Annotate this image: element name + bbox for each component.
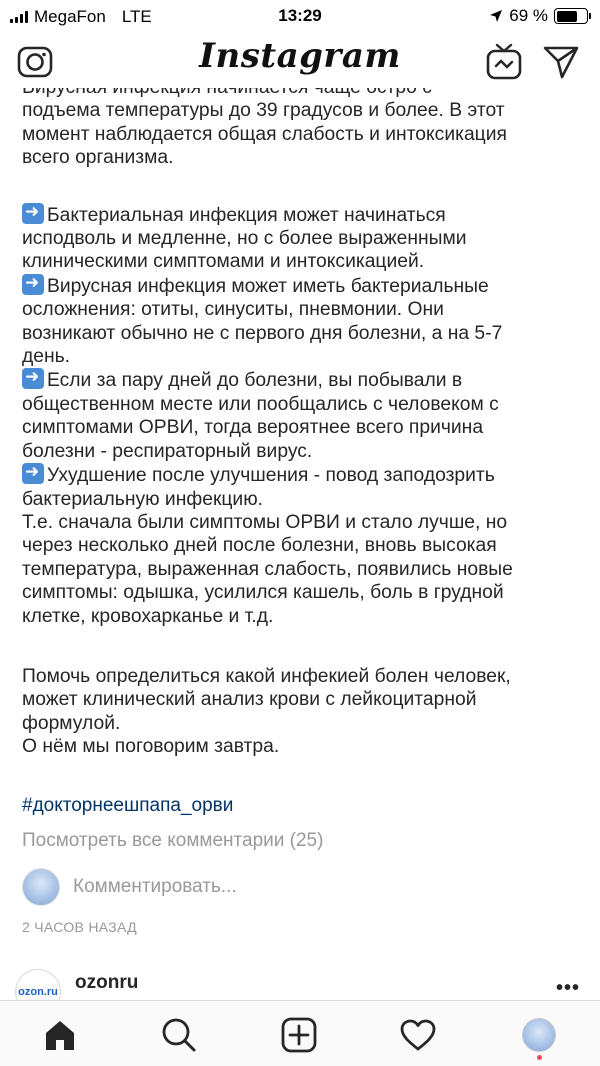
caption-line: клетке, кровохарканье и т.д. xyxy=(22,605,274,627)
bullet-line: бактериальную инфекцию. xyxy=(22,488,264,510)
app-header xyxy=(0,34,600,88)
caption-line: Т.е. сначала были симптомы ОРВИ и стало лучше, но xyxy=(22,511,508,533)
post-username[interactable]: ozonru xyxy=(75,972,139,993)
avatar xyxy=(22,868,60,906)
post-caption xyxy=(22,76,567,759)
more-options-icon[interactable]: ••• xyxy=(555,977,580,999)
bullet-line: день. xyxy=(22,346,71,368)
next-post-header xyxy=(0,965,600,1001)
bullet-line: исподволь и медленне, но с более выраженными xyxy=(22,228,467,250)
send-icon[interactable] xyxy=(542,42,580,85)
caption-example xyxy=(22,511,567,628)
status-bar xyxy=(0,0,600,34)
avatar xyxy=(522,1018,556,1052)
bullet-2 xyxy=(22,274,567,369)
bottom-nav xyxy=(0,1000,600,1066)
post-timestamp: 2 ЧАСОВ НАЗАД xyxy=(22,919,137,935)
arrow-right-icon xyxy=(22,368,44,389)
heart-icon[interactable] xyxy=(398,1015,438,1055)
spacer xyxy=(22,628,567,651)
spacer xyxy=(22,651,567,665)
bullet-line: клиническими симптомами и интоксикацией. xyxy=(22,251,425,273)
notification-dot xyxy=(537,1055,542,1060)
status-right xyxy=(489,6,588,26)
battery-fill xyxy=(557,11,577,22)
carrier-name: MegaFon xyxy=(34,7,106,26)
battery-percent: 69 % xyxy=(509,6,548,25)
network-type: LTE xyxy=(121,7,152,26)
caption-line: подъема температуры до 39 градусов и более. В этот xyxy=(22,100,505,122)
arrow-right-icon xyxy=(22,203,44,224)
bullet-4 xyxy=(22,463,567,511)
caption-line: симптомы: одышка, усилился кашель, боль в грудной xyxy=(22,582,504,604)
view-comments-link[interactable]: Посмотреть все комментарии (25) xyxy=(22,830,324,851)
battery-icon xyxy=(554,8,588,24)
instagram-logo: Instagram xyxy=(199,36,401,76)
caption-line: всего организма. xyxy=(22,147,174,169)
caption-line: Помочь определиться какой инфекией болен человек, xyxy=(22,665,511,687)
add-post-icon[interactable] xyxy=(279,1015,319,1055)
bullet-line: болезни - респираторный вирус. xyxy=(22,440,313,462)
arrow-right-icon xyxy=(22,463,44,484)
caption-line: формулой. xyxy=(22,712,121,734)
comment-input[interactable]: Комментировать... xyxy=(73,876,237,897)
profile-avatar[interactable] xyxy=(519,1015,559,1055)
bullet-line: общественном месте или пообщались с человеком с xyxy=(22,393,499,415)
caption-conclusion xyxy=(22,665,567,759)
arrow-right-icon xyxy=(22,274,44,295)
bullet-1 xyxy=(22,203,567,274)
caption-line: температура, выраженная слабость, появились новые xyxy=(22,558,513,580)
caption-line: может клинический анализ крови с лейкоцитарной xyxy=(22,689,477,711)
location-icon xyxy=(489,9,503,23)
bullet-line: возникают обычно не с первого дня болезни, а на 5-7 xyxy=(22,322,503,344)
bullet-line: осложнения: отиты, синуситы, пневмонии. Они xyxy=(22,299,444,321)
caption-line: О нём мы поговорим завтра. xyxy=(22,736,280,758)
caption-intro xyxy=(22,76,567,170)
bullet-line: симптомами ОРВИ, тогда вероятнее всего причина xyxy=(22,417,484,439)
caption-line: через несколько дней после болезни, вновь высокая xyxy=(22,535,497,557)
add-comment-row[interactable] xyxy=(22,868,237,906)
hashtag-link[interactable]: #докторнеешпапа_орви xyxy=(22,795,234,816)
spacer xyxy=(22,193,567,203)
igtv-icon[interactable] xyxy=(486,42,522,85)
bullet-line: Ухудшение после улучшения - повод заподозрить xyxy=(47,465,495,487)
caption-line: момент наблюдается общая слабость и интоксикация xyxy=(22,123,507,145)
ozon-avatar[interactable]: ozon.ru xyxy=(15,969,61,1015)
bullet-line: Бактериальная инфекция может начинаться xyxy=(47,204,446,226)
bullet-line: Вирусная инфекция может иметь бактериальные xyxy=(47,275,489,297)
home-icon[interactable] xyxy=(40,1015,80,1055)
search-icon[interactable] xyxy=(159,1015,199,1055)
status-time: 13:29 xyxy=(278,6,322,25)
bullet-line: Если за пару дней до болезни, вы побывали в xyxy=(47,370,463,392)
bullet-3 xyxy=(22,368,567,463)
spacer xyxy=(22,170,567,193)
